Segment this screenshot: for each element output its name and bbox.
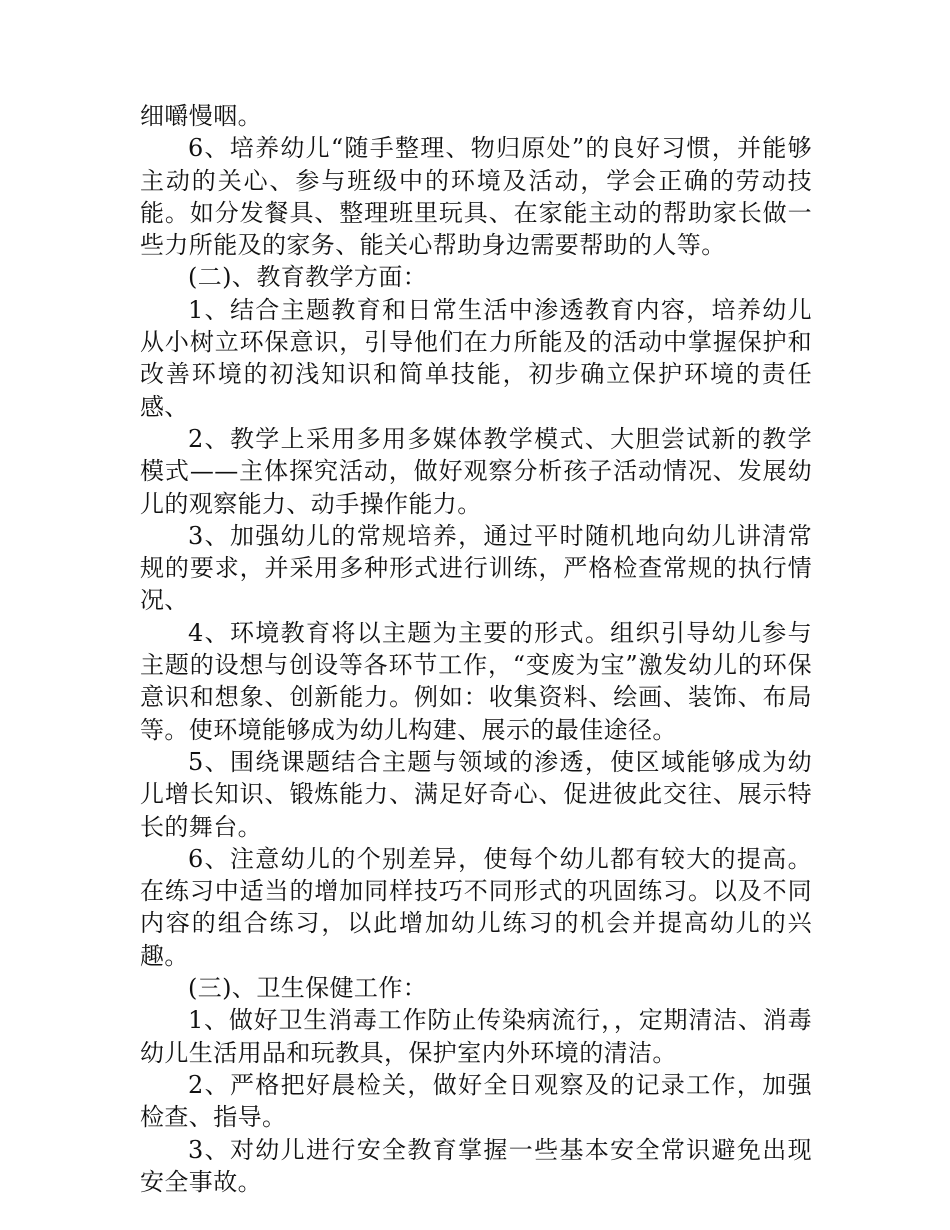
paragraph-5: 2、教学上采用多用多媒体教学模式、大胆尝试新的教学模式——主体探究活动，做好观察分析孩子活动情况、发展幼儿的观察能力、动手操作能力。	[140, 424, 812, 518]
paragraph-6: 3、加强幼儿的常规培养，通过平时随机地向幼儿讲清常规的要求，并采用多种形式进行训练，严格检查常规的执行情况、	[140, 521, 812, 615]
paragraph-13: 3、对幼儿进行安全教育掌握一些基本安全常识避免出现安全事故。	[140, 1135, 812, 1196]
paragraph-8: 5、围绕课题结合主题与领域的渗透，使区域能够成为幼儿增长知识、锻炼能力、满足好奇心、促进彼此交往、展示特长的舞台。	[140, 747, 812, 841]
paragraph-7: 4、环境教育将以主题为主要的形式。组织引导幼儿参与主题的设想与创设等各环节工作，“变废为宝”激发幼儿的环保意识和想象、创新能力。例如：收集资料、绘画、装饰、布局等。使环境能够成为幼儿构建、展示的最佳途径。	[140, 618, 812, 744]
paragraph-2: 6、培养幼儿“随手整理、物归原处”的良好习惯，并能够主动的关心、参与班级中的环境及活动，学会正确的劳动技能。如分发餐具、整理班里玩具、在家能主动的帮助家长做一些力所能及的家务、能关心帮助身边需要帮助的人等。	[140, 134, 812, 260]
document-body	[140, 100, 812, 1198]
paragraph-1: 细嚼慢咽。	[140, 102, 262, 130]
section-heading-health: (三)、卫生保健工作：	[188, 974, 428, 1003]
paragraph-4: 1、结合主题教育和日常生活中渗透教育内容，培养幼儿从小树立环保意识，引导他们在力所能及的活动中掌握保护和改善环境的初浅知识和简单技能，初步确立保护环境的责任感、	[140, 295, 812, 421]
paragraph-12: 2、严格把好晨检关，做好全日观察及的记录工作，加强检查、指导。	[140, 1070, 812, 1132]
paragraph-9: 6、注意幼儿的个别差异，使每个幼儿都有较大的提高。在练习中适当的增加同样技巧不同形式的巩固练习。以及不同内容的组合练习，以此增加幼儿练习的机会并提高幼儿的兴趣。	[140, 844, 812, 970]
paragraph-11: 1、做好卫生消毒工作防止传染病流行，，定期清洁、消毒幼儿生活用品和玩教具，保护室内外环境的清洁。	[140, 1006, 812, 1067]
section-heading-education: (二)、教育教学方面：	[188, 263, 428, 292]
